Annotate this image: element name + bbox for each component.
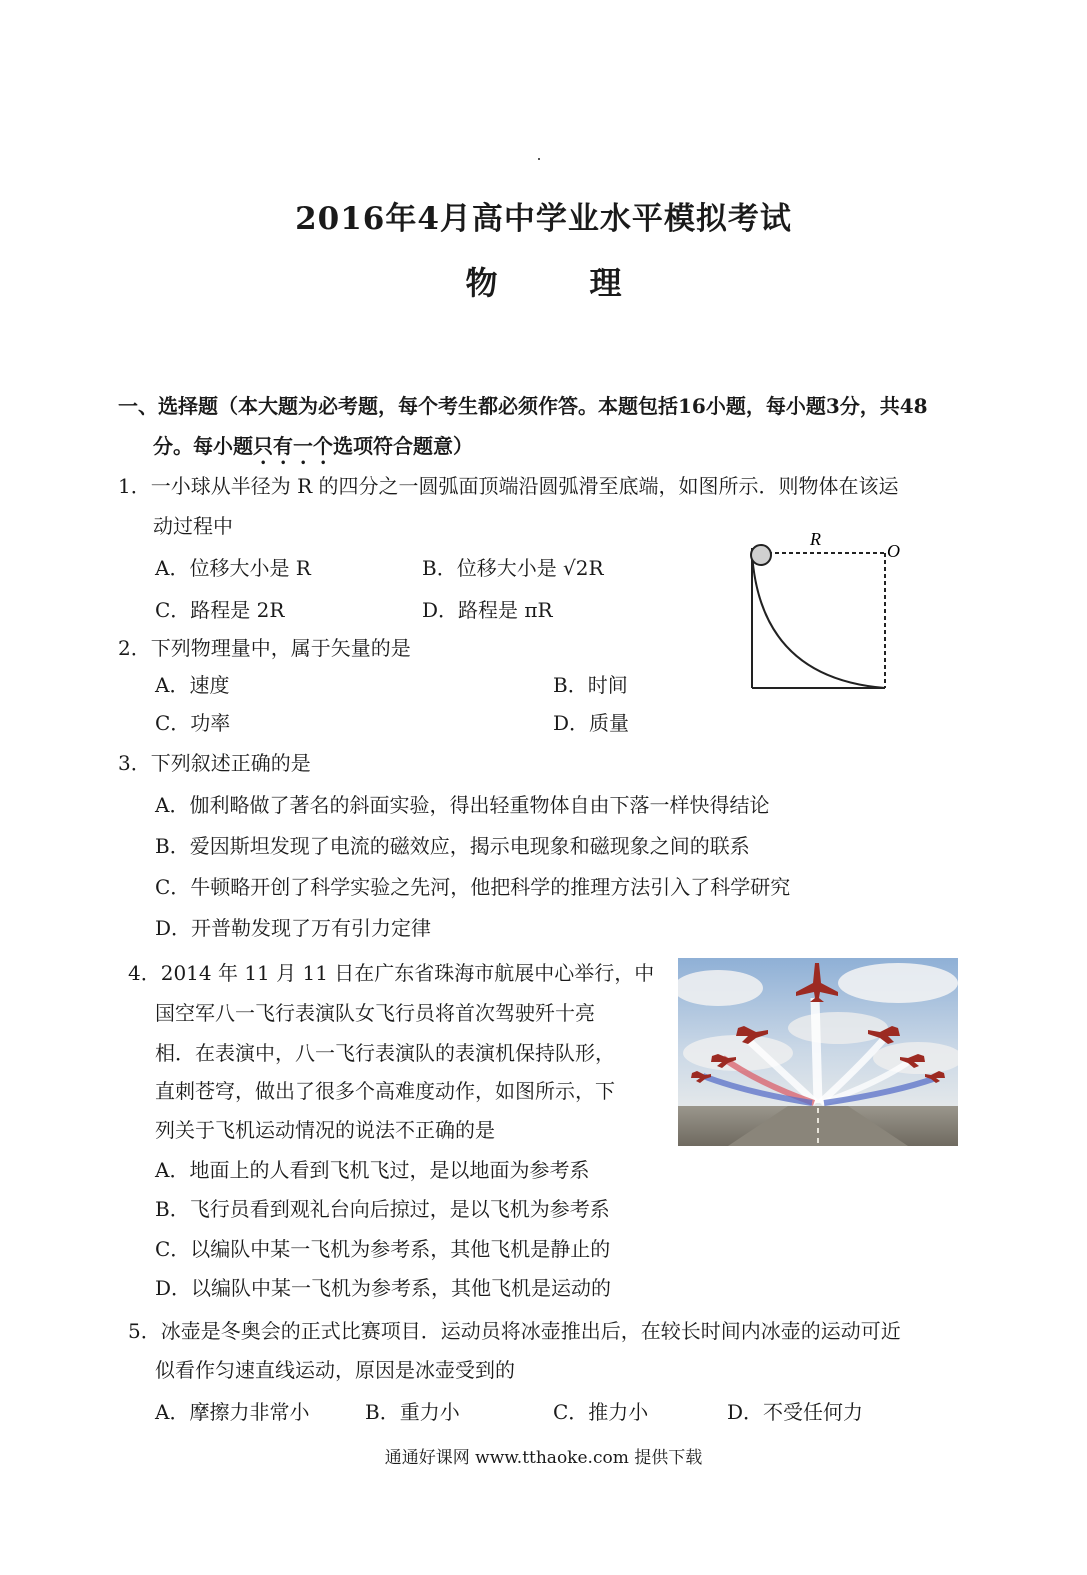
section-heading-line2: 分。每小题只有一个选项符合题意）: [153, 434, 473, 458]
subject-title: 物 理: [465, 264, 652, 302]
q2-option-b: B．时间: [553, 673, 628, 697]
q2-option-c: C．功率: [155, 711, 231, 735]
q4-option-b: B．飞行员看到观礼台向后掠过，是以飞机为参考系: [155, 1197, 610, 1221]
q5-option-a: A．摩擦力非常小: [155, 1400, 310, 1424]
q4-option-a: A．地面上的人看到飞机飞过，是以地面为参考系: [155, 1158, 590, 1182]
q5-stem-line1: 5．冰壶是冬奥会的正式比赛项目．运动员将冰壶推出后，在较长时间内冰壶的运动可近: [128, 1319, 901, 1343]
q1-stem-line2: 动过程中: [153, 514, 233, 538]
q4-option-d: D．以编队中某一飞机为参考系，其他飞机是运动的: [155, 1276, 612, 1300]
q4-stem-line3: 相．在表演中，八一飞行表演队的表演机保持队形，: [155, 1041, 615, 1065]
q5-option-c: C．推力小: [553, 1400, 649, 1424]
q1-option-d: D．路程是 πR: [422, 598, 553, 622]
q1-option-c: C．路程是 2R: [155, 598, 285, 622]
emphasized-text: 只有一个: [253, 434, 333, 458]
quarter-arc-figure: [740, 528, 920, 693]
exam-title: 2016年4月高中学业水平模拟考试: [295, 201, 792, 237]
q5-stem-line2: 似看作匀速直线运动，原因是冰壶受到的: [155, 1358, 515, 1382]
q1-option-b: B．位移大小是 √2R: [422, 556, 604, 580]
airshow-photo: [678, 958, 958, 1146]
figure-label-r: R: [810, 529, 821, 549]
q2-option-a: A．速度: [155, 673, 230, 697]
scan-speck: [538, 158, 540, 160]
q4-option-c: C．以编队中某一飞机为参考系，其他飞机是静止的: [155, 1237, 611, 1261]
q4-stem-line2: 国空军八一飞行表演队女飞行员将首次驾驶歼十亮: [155, 1001, 595, 1025]
figure-label-o: O: [887, 541, 900, 561]
page-footer: 通通好课网 www.tthaoke.com 提供下载: [384, 1448, 703, 1468]
q5-option-b: B．重力小: [365, 1400, 460, 1424]
q3-option-d: D．开普勒发现了万有引力定律: [155, 916, 432, 940]
q5-option-d: D．不受任何力: [727, 1400, 864, 1424]
q2-option-d: D．质量: [553, 711, 630, 735]
figure-arc: [752, 553, 885, 688]
section-heading-line1: 一、选择题（本大题为必考题，每个考生都必须作答。本题包括16小题，每小题3分，共48: [118, 394, 928, 418]
q2-stem: 2．下列物理量中，属于矢量的是: [118, 636, 411, 660]
q4-stem-line1: 4．2014 年 11 月 11 日在广东省珠海市航展中心举行，中: [128, 961, 655, 985]
q3-option-b: B．爱因斯坦发现了电流的磁效应，揭示电现象和磁现象之间的联系: [155, 834, 750, 858]
q3-option-c: C．牛顿略开创了科学实验之先河，他把科学的推理方法引入了科学研究: [155, 875, 791, 899]
q4-stem-line5: 列关于飞机运动情况的说法不正确的是: [155, 1118, 495, 1142]
q1-option-a: A．位移大小是 R: [155, 556, 311, 580]
q3-stem: 3．下列叙述正确的是: [118, 751, 311, 775]
q3-option-a: A．伽利略做了著名的斜面实验，得出轻重物体自由下落一样快得结论: [155, 793, 770, 817]
q1-stem-line1: 1．一小球从半径为 R 的四分之一圆弧面顶端沿圆弧滑至底端，如图所示．则物体在该运: [118, 474, 899, 498]
q4-stem-line4: 直刺苍穹，做出了很多个高难度动作，如图所示，下: [155, 1079, 615, 1103]
ball-icon: [751, 545, 771, 565]
